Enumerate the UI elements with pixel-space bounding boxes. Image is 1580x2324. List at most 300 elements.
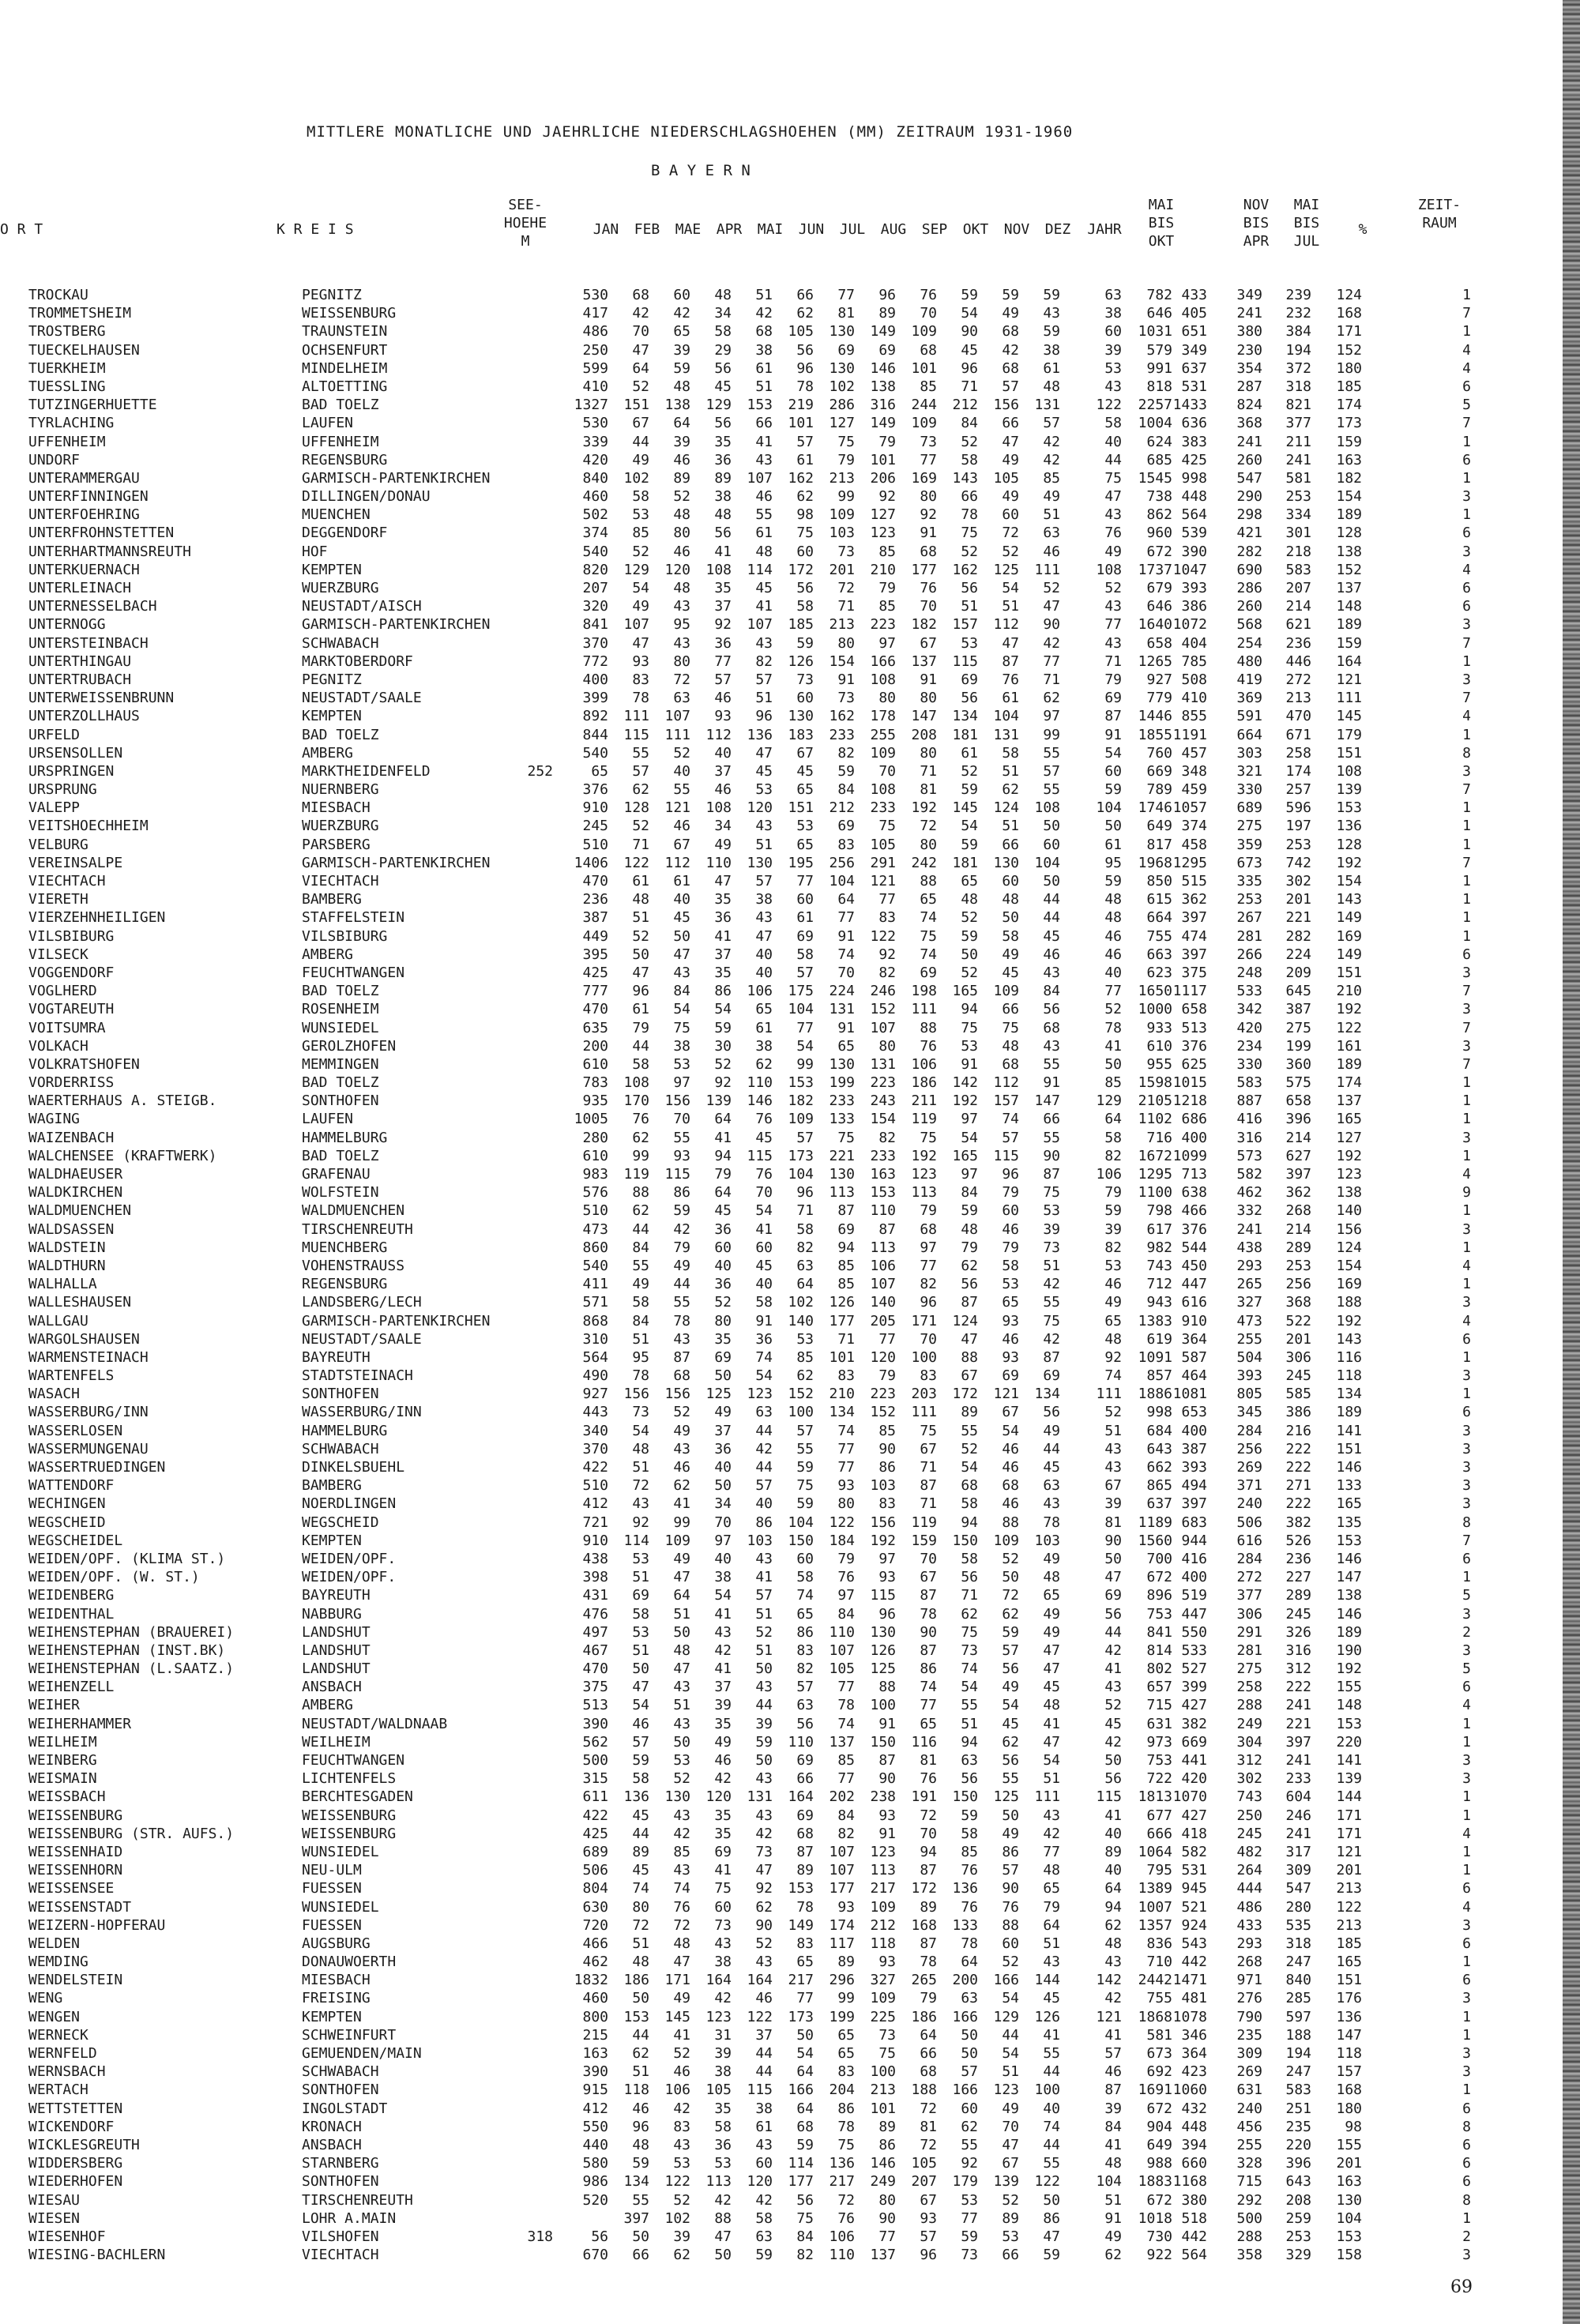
cell-dez: 41	[1104, 2026, 1122, 2044]
cell-jahr: 1000	[1138, 1001, 1172, 1018]
cell-okt: 58	[1002, 744, 1019, 762]
cell-feb: 70	[673, 1111, 690, 1128]
cell-nov: 43	[1043, 1807, 1060, 1824]
cell-jul: 109	[870, 1990, 896, 2007]
station-kreis: FEUCHTWANGEN	[302, 1752, 405, 1769]
cell-mai-okt: 397	[1181, 1495, 1207, 1513]
table-row	[0, 2246, 1564, 2264]
cell-apr: 74	[755, 1348, 773, 1366]
cell-feb: 156	[664, 1386, 690, 1403]
cell-jun: 69	[837, 1220, 855, 1238]
station-kreis: BAMBERG	[302, 891, 362, 908]
cell-jan: 108	[623, 1074, 649, 1092]
cell-nov-apr: 690	[1236, 561, 1262, 578]
cell-apr: 42	[755, 1825, 773, 1842]
cell-feb: 43	[673, 1440, 690, 1457]
station-kreis: WUNSIEDEL	[302, 1898, 379, 1916]
cell-feb: 43	[673, 964, 690, 981]
cell-dez: 91	[1104, 726, 1122, 743]
cell-jahr: 666	[1146, 1825, 1172, 1842]
cell-aug: 68	[920, 1220, 937, 1238]
cell-okt: 166	[993, 1972, 1019, 1989]
cell-seehoehe: 399	[582, 690, 608, 707]
cell-sep: 76	[961, 1862, 978, 1879]
cell-sep: 85	[961, 1843, 978, 1860]
table-row	[0, 744, 1564, 762]
cell-nov-apr: 689	[1236, 799, 1262, 817]
cell-aug: 76	[920, 580, 937, 596]
cell-nov-apr: 673	[1236, 854, 1262, 871]
station-name: WEISSENHAID	[28, 1843, 123, 1860]
cell-mai: 82	[796, 1239, 814, 1256]
cell-mai-jul: 271	[1285, 1477, 1311, 1495]
cell-mai: 69	[796, 927, 814, 945]
cell-jun: 109	[829, 506, 855, 524]
cell-jahr: 1746	[1138, 799, 1172, 817]
cell-mai-jul: 268	[1285, 1202, 1311, 1220]
station-kreis: BAD TOELZ	[302, 726, 379, 743]
cell-apr: 61	[755, 1019, 773, 1036]
table-row	[0, 1807, 1564, 1825]
cell-jun: 91	[837, 927, 855, 945]
cell-mai-jul: 258	[1285, 744, 1311, 762]
cell-jan: 57	[632, 762, 649, 780]
cell-apr: 92	[755, 1880, 773, 1897]
cell-jun: 201	[829, 561, 855, 578]
cell-feb: 40	[673, 891, 690, 908]
cell-feb: 130	[664, 1788, 690, 1806]
cell-mai: 56	[796, 1715, 814, 1732]
cell-mae: 41	[714, 927, 732, 945]
cell-mai-okt: 466	[1181, 1202, 1207, 1220]
cell-okt: 47	[1002, 634, 1019, 652]
cell-mai: 102	[788, 1294, 814, 1311]
cell-nov-apr: 290	[1236, 488, 1262, 506]
station-name: WASSERMUNGENAU	[28, 1440, 149, 1457]
cell-mai-okt: 442	[1181, 1954, 1207, 1971]
table-row	[0, 762, 1564, 780]
cell-sep: 59	[961, 927, 978, 945]
cell-feb: 85	[673, 1843, 690, 1860]
cell-mae: 79	[714, 1166, 732, 1183]
table-row	[0, 2136, 1564, 2154]
cell-dez: 94	[1104, 1898, 1122, 1916]
cell-jun: 83	[837, 836, 855, 853]
cell-nov-apr: 268	[1236, 1954, 1262, 1971]
cell-okt: 72	[1002, 525, 1019, 542]
cell-okt: 105	[993, 469, 1019, 487]
cell-jahr: 817	[1146, 836, 1172, 853]
station-name: WEISMAIN	[28, 1770, 97, 1788]
cell-jan: 52	[632, 927, 649, 945]
cell-jahr: 760	[1146, 744, 1172, 762]
cell-jul: 178	[870, 708, 896, 725]
cell-jun: 162	[829, 708, 855, 725]
cell-jul: 80	[878, 1037, 896, 1055]
cell-dez: 48	[1104, 1935, 1122, 1952]
cell-jahr: 1968	[1138, 854, 1172, 871]
cell-nov: 44	[1043, 891, 1060, 908]
table-row	[0, 1843, 1564, 1861]
cell-mai-okt: 416	[1181, 1550, 1207, 1567]
cell-jan: 93	[632, 652, 649, 670]
cell-aug: 91	[920, 671, 937, 688]
cell-feb: 52	[673, 2045, 690, 2062]
cell-mae: 50	[714, 1477, 732, 1495]
cell-mai: 65	[796, 1954, 814, 1971]
cell-apr: 59	[755, 2247, 773, 2264]
cell-apr: 114	[747, 561, 773, 578]
cell-seehoehe: 443	[582, 1404, 608, 1421]
station-name: URSPRUNG	[28, 781, 97, 799]
cell-mai-okt: 433	[1181, 287, 1207, 303]
station-name: UNTERFOEHRING	[28, 506, 140, 524]
cell-seehoehe: 245	[582, 818, 608, 835]
cell-jun: 99	[837, 1990, 855, 2007]
cell-jahr: 904	[1146, 2118, 1172, 2135]
cell-jun: 131	[829, 1001, 855, 1018]
cell-jul: 85	[878, 543, 896, 560]
station-kreis: MEMMINGEN	[302, 1055, 379, 1073]
table-row	[0, 1275, 1564, 1293]
cell-nov: 126	[1034, 2008, 1060, 2025]
cell-sep: 58	[961, 451, 978, 468]
cell-mai-okt: 531	[1181, 378, 1207, 395]
station-kreis: VOHENSTRAUSS	[302, 1257, 405, 1274]
cell-mai-okt: 427	[1181, 1807, 1207, 1824]
cell-zeitraum: 6	[1462, 1880, 1471, 1897]
cell-zeitraum: 7	[1462, 634, 1471, 652]
cell-seehoehe: 540	[582, 1257, 608, 1274]
cell-percent: 122	[1336, 1898, 1362, 1916]
cell-nov-apr: 234	[1236, 1037, 1262, 1055]
cell-mai-jul: 282	[1285, 927, 1311, 945]
cell-zeitraum: 1	[1462, 2008, 1471, 2025]
cell-jul: 75	[878, 818, 896, 835]
cell-jan: 115	[623, 726, 649, 743]
cell-jun: 85	[837, 1276, 855, 1293]
cell-mae: 64	[714, 1184, 732, 1201]
station-name: WASSERBURG/INN	[28, 1404, 149, 1421]
table-row	[0, 908, 1564, 927]
cell-jul: 110	[870, 1202, 896, 1220]
cell-jan: 170	[623, 1092, 649, 1110]
station-name: WENG	[28, 1990, 63, 2007]
cell-aug: 109	[911, 415, 937, 432]
cell-mai-okt: 1078	[1172, 2008, 1207, 2025]
cell-mai-jul: 643	[1285, 2173, 1311, 2191]
cell-zeitraum: 4	[1462, 341, 1471, 359]
table-row	[0, 1825, 1564, 1843]
cell-sep: 51	[961, 1715, 978, 1732]
cell-mae: 37	[714, 598, 732, 615]
cell-aug: 87	[920, 1935, 937, 1952]
cell-nov: 42	[1043, 1825, 1060, 1842]
cell-mai: 57	[796, 1129, 814, 1146]
cell-apr: 37	[755, 2026, 773, 2044]
cell-jahr: 896	[1146, 1587, 1172, 1604]
cell-mai-jul: 275	[1285, 1019, 1311, 1036]
cell-dez: 40	[1104, 964, 1122, 981]
cell-dez: 121	[1096, 2008, 1122, 2025]
cell-okt: 49	[1002, 1679, 1019, 1696]
header-aug: AUG	[880, 221, 907, 238]
cell-seehoehe: 550	[582, 2118, 608, 2135]
cell-jul: 140	[870, 1294, 896, 1311]
cell-nov-apr: 312	[1236, 1752, 1262, 1769]
station-kreis: WEISSENBURG	[302, 1807, 397, 1824]
cell-jahr: 700	[1146, 1550, 1172, 1567]
table-row	[0, 671, 1564, 689]
cell-aug: 81	[920, 2118, 937, 2135]
cell-jahr: 973	[1146, 1733, 1172, 1751]
cell-jun: 71	[837, 1330, 855, 1348]
cell-okt: 76	[1002, 1898, 1019, 1916]
cell-jun: 110	[829, 1623, 855, 1641]
cell-nov: 77	[1043, 652, 1060, 670]
cell-mai-okt: 346	[1181, 2026, 1207, 2044]
cell-dez: 54	[1104, 744, 1122, 762]
cell-jahr: 679	[1146, 580, 1172, 596]
station-kreis: VIECHTACH	[302, 873, 379, 889]
cell-mai: 75	[796, 2209, 814, 2227]
cell-nov: 44	[1043, 2063, 1060, 2081]
cell-sep: 71	[961, 1587, 978, 1604]
station-kreis: MIESBACH	[302, 1972, 371, 1989]
header-jahr: JAHR	[1087, 221, 1122, 238]
cell-mai-jul: 253	[1285, 1257, 1311, 1274]
station-name: WEIHENSTEPHAN (BRAUEREI)	[28, 1623, 235, 1641]
cell-jul: 103	[870, 1477, 896, 1495]
cell-sep: 59	[961, 287, 978, 303]
cell-okt: 115	[993, 1147, 1019, 1164]
cell-mai-okt: 404	[1181, 634, 1207, 652]
station-kreis: INGOLSTADT	[302, 2100, 388, 2117]
cell-dez: 111	[1096, 1386, 1122, 1403]
cell-dez: 57	[1104, 2045, 1122, 2062]
cell-dez: 47	[1104, 488, 1122, 506]
cell-sep: 84	[961, 415, 978, 432]
cell-okt: 56	[1002, 1752, 1019, 1769]
cell-feb: 80	[673, 525, 690, 542]
cell-apr: 76	[755, 1111, 773, 1128]
cell-jun: 177	[829, 1880, 855, 1897]
cell-nov-apr: 568	[1236, 616, 1262, 634]
cell-jan: 58	[632, 1294, 649, 1311]
cell-mai-jul: 221	[1285, 1715, 1311, 1732]
cell-feb: 39	[673, 341, 690, 359]
cell-okt: 112	[993, 1074, 1019, 1092]
station-name: WICKLESGREUTH	[28, 2136, 140, 2153]
cell-jan: 49	[632, 598, 649, 615]
cell-jan: 48	[632, 1440, 649, 1457]
cell-apr: 146	[747, 1092, 773, 1110]
cell-okt: 45	[1002, 964, 1019, 981]
cell-jan: 84	[632, 1312, 649, 1329]
cell-mai-okt: 425	[1181, 451, 1207, 468]
cell-jan: 64	[632, 359, 649, 377]
cell-sep: 45	[961, 341, 978, 359]
cell-nov: 61	[1043, 359, 1060, 377]
cell-jun: 94	[837, 1239, 855, 1256]
cell-apr: 110	[747, 1074, 773, 1092]
cell-jan: 83	[632, 671, 649, 688]
cell-apr: 40	[755, 1276, 773, 1293]
region-heading: B A Y E R N	[651, 162, 750, 179]
cell-jan: 51	[632, 909, 649, 927]
cell-aug: 72	[920, 2100, 937, 2117]
station-name: WASACH	[28, 1386, 81, 1403]
cell-jahr: 579	[1146, 341, 1172, 359]
cell-dez: 56	[1104, 1770, 1122, 1788]
cell-mai-okt: 399	[1181, 1679, 1207, 1696]
cell-jahr: 615	[1146, 891, 1172, 908]
cell-dez: 52	[1104, 1404, 1122, 1421]
cell-mai-jul: 742	[1285, 854, 1311, 871]
cell-mai: 61	[796, 909, 814, 927]
cell-mae: 86	[714, 983, 732, 1000]
cell-jun: 104	[829, 873, 855, 889]
cell-seehoehe: 910	[582, 799, 608, 817]
cell-feb: 121	[664, 799, 690, 817]
cell-sep: 60	[961, 2100, 978, 2117]
cell-mai: 57	[796, 964, 814, 981]
cell-mae: 52	[714, 1294, 732, 1311]
cell-apr: 51	[755, 378, 773, 395]
cell-jahr: 1886	[1138, 1386, 1172, 1403]
cell-seehoehe: 635	[582, 1019, 608, 1036]
cell-apr: 120	[747, 799, 773, 817]
station-name: WEIDENTHAL	[28, 1605, 115, 1623]
cell-mai-okt: 400	[1181, 1422, 1207, 1439]
cell-nov: 108	[1034, 799, 1060, 817]
cell-okt: 57	[1002, 1862, 1019, 1879]
cell-mai: 67	[796, 744, 814, 762]
cell-dez: 92	[1104, 1348, 1122, 1366]
station-name: WEIZERN-HOPFERAU	[28, 1916, 166, 1934]
cell-jul: 122	[870, 927, 896, 945]
cell-mai: 56	[796, 580, 814, 596]
cell-nov: 104	[1034, 854, 1060, 871]
cell-jul: 127	[870, 506, 896, 524]
cell-percent: 154	[1336, 488, 1362, 506]
cell-dez: 41	[1104, 1807, 1122, 1824]
cell-nov: 47	[1043, 1733, 1060, 1751]
cell-nov: 52	[1043, 580, 1060, 596]
cell-seehoehe: 506	[582, 1862, 608, 1879]
cell-feb: 55	[673, 781, 690, 799]
cell-jul: 109	[870, 744, 896, 762]
station-kreis: SONTHOFEN	[302, 1092, 379, 1110]
cell-mai: 166	[788, 2081, 814, 2099]
cell-seehoehe: 320	[582, 598, 608, 615]
cell-mae: 57	[714, 671, 732, 688]
cell-zeitraum: 7	[1462, 1055, 1471, 1073]
cell-mae: 139	[705, 1092, 732, 1110]
cell-seehoehe: 1406	[574, 854, 608, 871]
cell-mai-jul: 174	[1285, 762, 1311, 780]
cell-feb: 62	[673, 1477, 690, 1495]
station-kreis: LANDSHUT	[302, 1623, 371, 1641]
cell-mai-okt: 448	[1181, 2118, 1207, 2135]
cell-okt: 157	[993, 1092, 1019, 1110]
cell-jan: 50	[632, 1990, 649, 2007]
cell-jan: 50	[632, 946, 649, 963]
cell-nov-apr: 500	[1236, 2209, 1262, 2227]
cell-okt: 53	[1002, 1276, 1019, 1293]
cell-nov: 42	[1043, 634, 1060, 652]
cell-jul: 153	[870, 1184, 896, 1201]
cell-aug: 87	[920, 1862, 937, 1879]
cell-okt: 47	[1002, 433, 1019, 450]
cell-dez: 69	[1104, 1587, 1122, 1604]
station-name: VOGGENDORF	[28, 964, 115, 981]
cell-jahr: 619	[1146, 1330, 1172, 1348]
cell-jun: 107	[829, 1862, 855, 1879]
cell-aug: 73	[920, 433, 937, 450]
cell-okt: 66	[1002, 415, 1019, 432]
cell-nov: 100	[1034, 2081, 1060, 2099]
cell-mai-jul: 253	[1285, 2228, 1311, 2245]
cell-aug: 67	[920, 634, 937, 652]
station-name: VOITSUMRA	[28, 1019, 106, 1036]
cell-seehoehe: 398	[582, 1569, 608, 1586]
cell-mae: 42	[714, 1770, 732, 1788]
cell-mai-okt: 380	[1181, 2191, 1207, 2209]
cell-jahr: 617	[1146, 1220, 1172, 1238]
cell-jan: 52	[632, 378, 649, 395]
cell-mae: 48	[714, 506, 732, 524]
cell-nov: 69	[1043, 1367, 1060, 1385]
cell-percent: 161	[1336, 1037, 1362, 1055]
table-row	[0, 1055, 1564, 1074]
cell-mae: 37	[714, 762, 732, 780]
cell-mai-okt: 544	[1181, 1239, 1207, 1256]
cell-mae: 69	[714, 1843, 732, 1860]
cell-nov: 78	[1043, 1514, 1060, 1531]
cell-apr: 62	[755, 1055, 773, 1073]
table-row	[0, 726, 1564, 744]
cell-seehoehe: 462	[582, 1954, 608, 1971]
cell-mai-jul: 194	[1285, 341, 1311, 359]
table-row	[0, 634, 1564, 652]
cell-mae: 38	[714, 488, 732, 506]
cell-sep: 68	[961, 1477, 978, 1495]
cell-jan: 50	[632, 1660, 649, 1678]
cell-zeitraum: 6	[1462, 1550, 1471, 1567]
cell-jul: 89	[878, 305, 896, 322]
cell-nov: 42	[1043, 1276, 1060, 1293]
cell-nov-apr: 631	[1236, 2081, 1262, 2099]
cell-seehoehe: 207	[582, 580, 608, 596]
cell-zeitraum: 7	[1462, 690, 1471, 707]
cell-percent: 141	[1336, 1752, 1362, 1769]
cell-mae: 35	[714, 580, 732, 596]
cell-jun: 136	[829, 2155, 855, 2172]
cell-nov: 49	[1043, 1605, 1060, 1623]
cell-okt: 45	[1002, 1715, 1019, 1732]
cell-mai-jul: 386	[1285, 1404, 1311, 1421]
cell-jahr: 672	[1146, 2191, 1172, 2209]
cell-mae: 97	[714, 1532, 732, 1549]
cell-percent: 138	[1336, 1587, 1362, 1604]
cell-percent: 185	[1336, 378, 1362, 395]
cell-mai: 130	[788, 708, 814, 725]
cell-nov-apr: 380	[1236, 323, 1262, 340]
cell-nov: 66	[1043, 1111, 1060, 1128]
cell-okt: 60	[1002, 506, 1019, 524]
cell-mai-jul: 259	[1285, 2209, 1311, 2227]
